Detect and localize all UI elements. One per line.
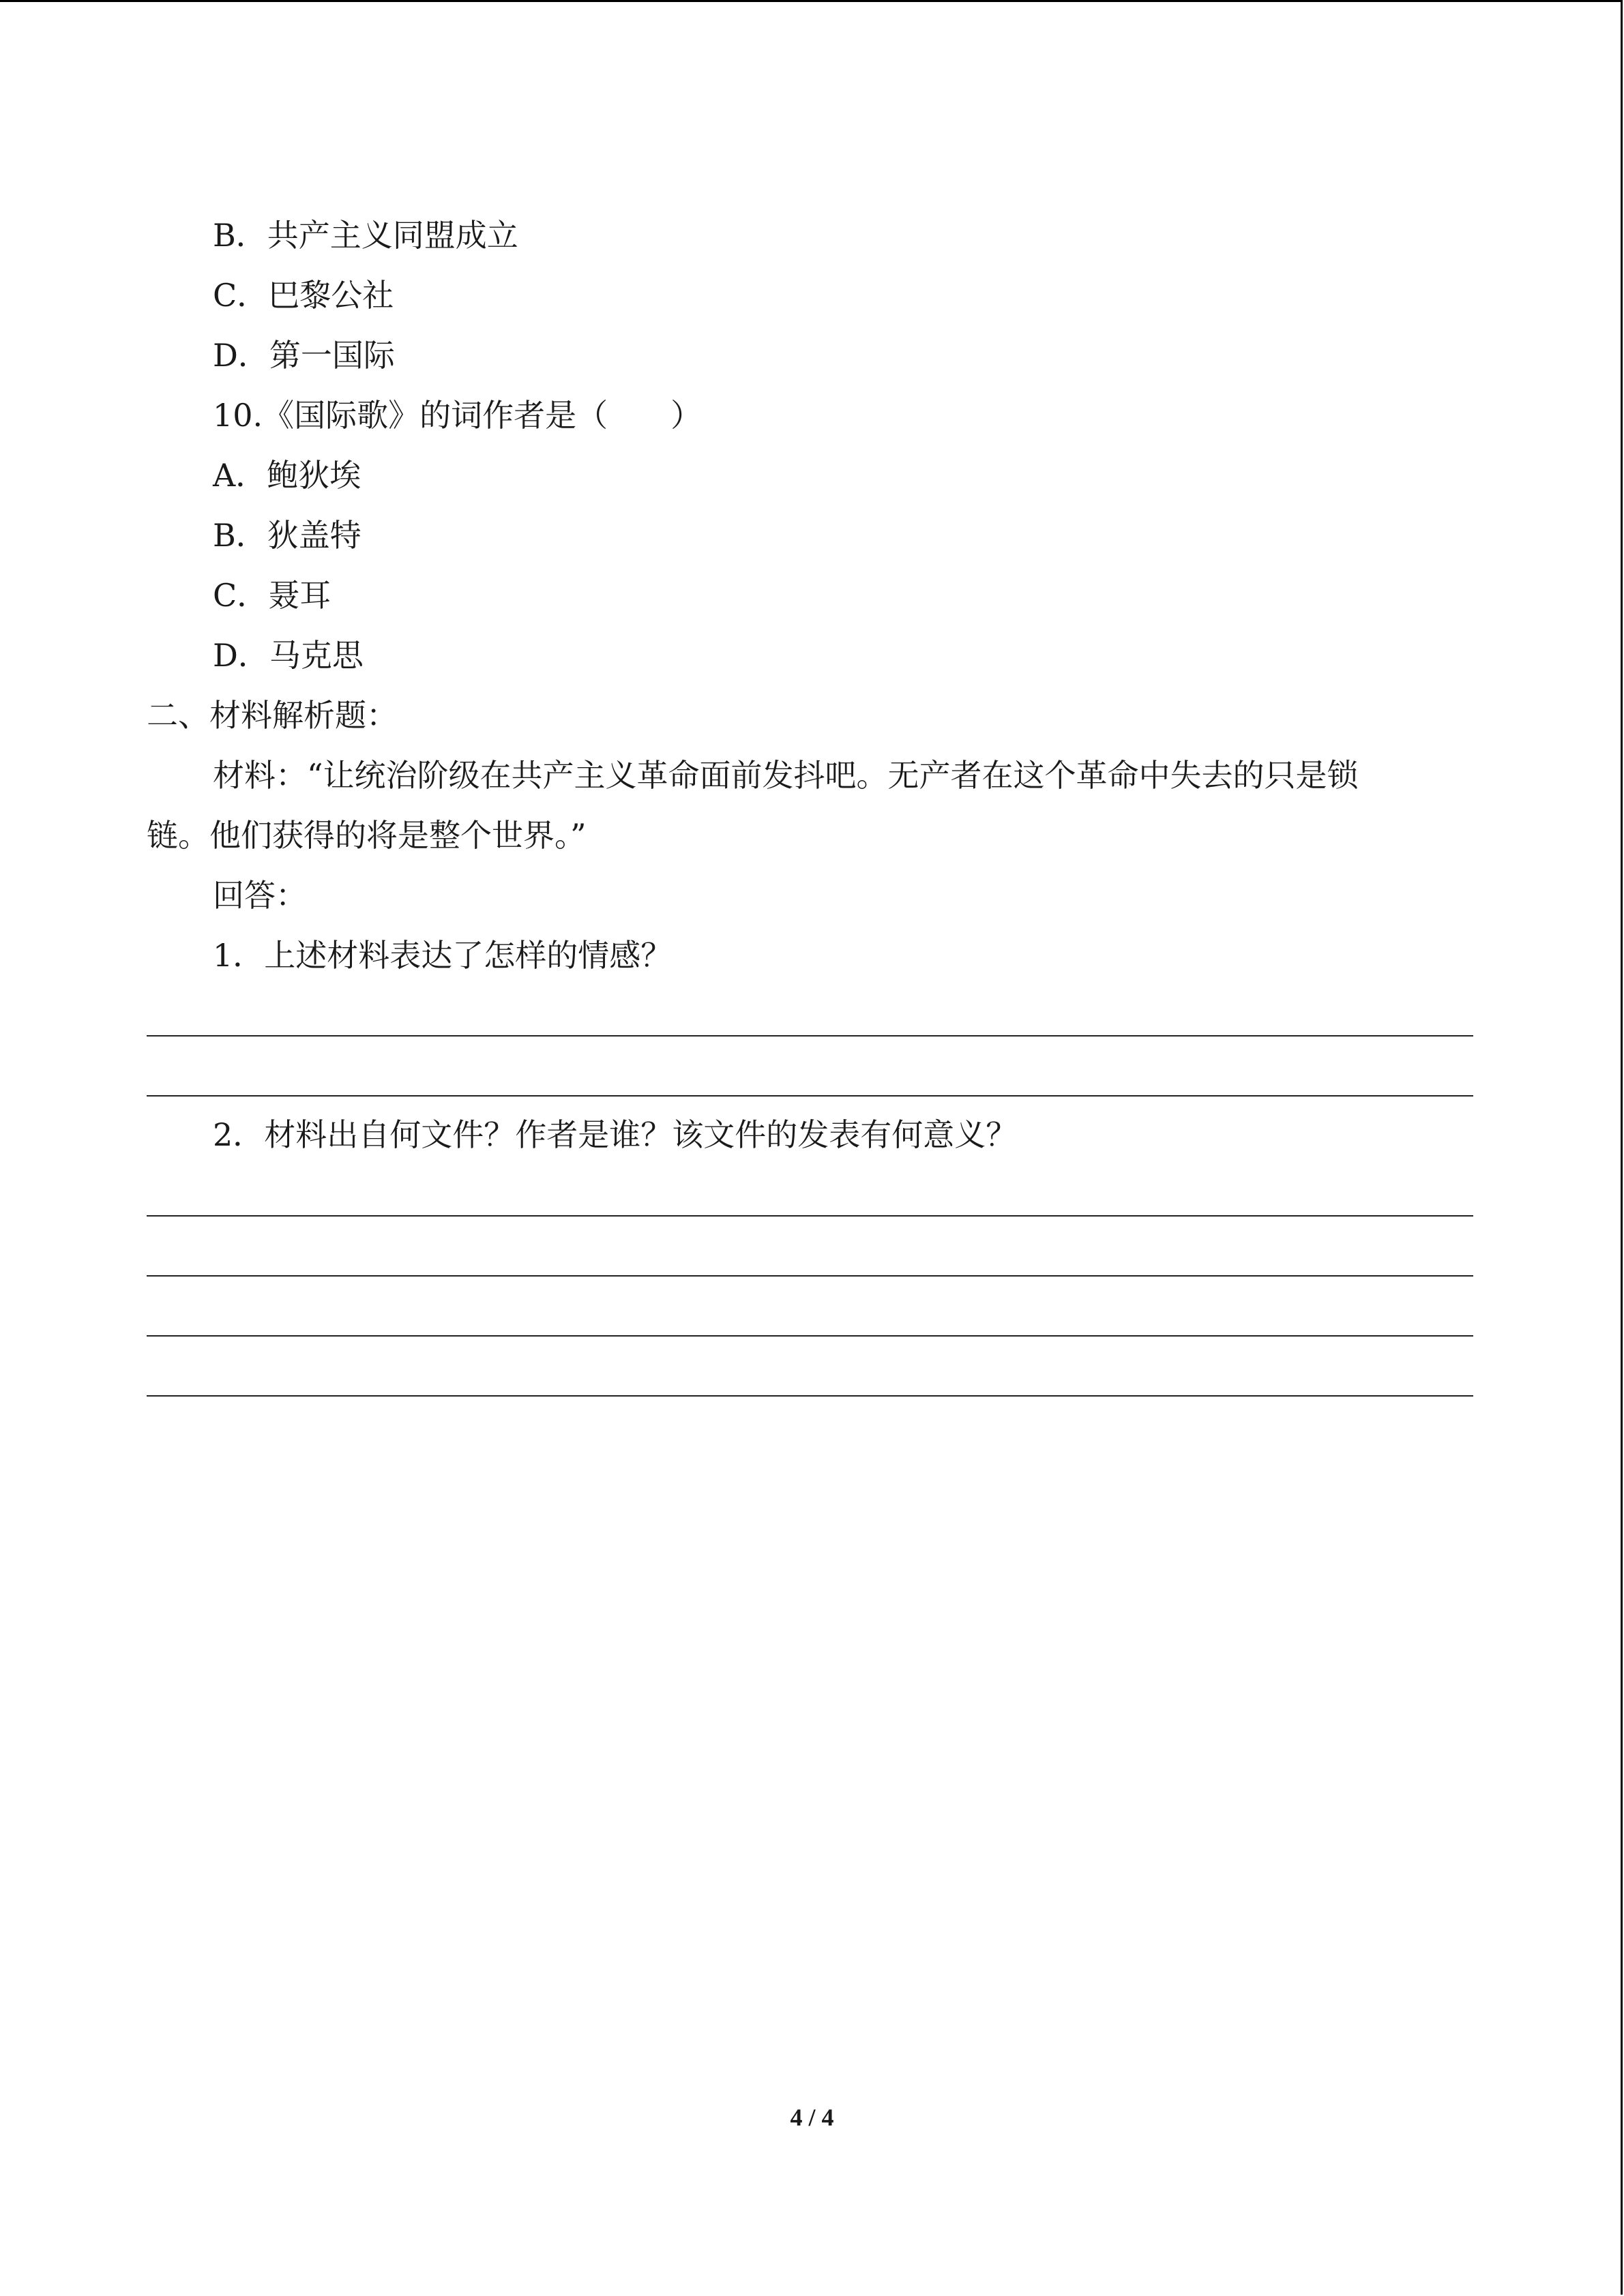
answer-line xyxy=(147,1275,1473,1277)
answer-line xyxy=(147,1395,1473,1397)
answer-line xyxy=(147,1215,1473,1217)
material-line-2: 链。他们获得的将是整个世界。” xyxy=(147,817,587,854)
section-heading: 二、材料解析题： xyxy=(147,697,398,734)
answer-line xyxy=(147,1335,1473,1337)
q10-option-b: B．狄盖特 xyxy=(213,517,361,554)
page-number: 4 / 4 xyxy=(790,2104,834,2131)
q10-option-d: D．马克思 xyxy=(213,637,364,674)
q9-option-c: C．巴黎公社 xyxy=(213,277,394,314)
answer-line xyxy=(147,1035,1473,1037)
q10-stem: 10.《国际歌》的词作者是（ ） xyxy=(213,397,703,434)
question-1: 1．上述材料表达了怎样的情感？ xyxy=(213,937,673,974)
q9-option-d: D．第一国际 xyxy=(213,337,395,374)
answer-label: 回答： xyxy=(213,877,307,914)
answer-line xyxy=(147,1095,1473,1097)
material-line-1: 材料：“让统治阶级在共产主义革命面前发抖吧。无产者在这个革命中失去的只是锁 xyxy=(213,757,1359,794)
q10-option-c: C．聂耳 xyxy=(213,577,331,614)
q9-option-b: B．共产主义同盟成立 xyxy=(213,217,518,254)
question-2: 2．材料出自何文件？作者是谁？该文件的发表有何意义？ xyxy=(213,1116,1018,1153)
q10-option-a: A．鲍狄埃 xyxy=(213,457,361,494)
